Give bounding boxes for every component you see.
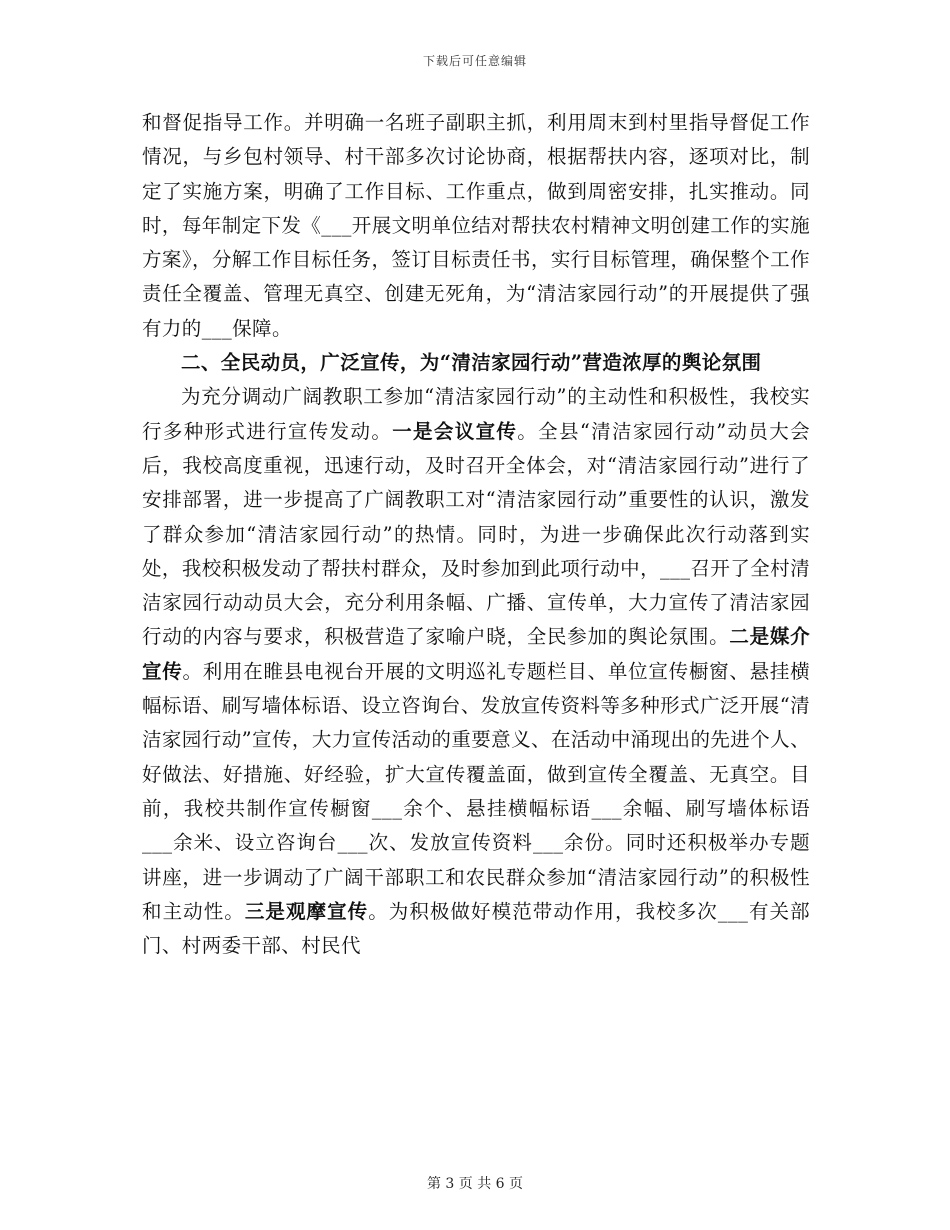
bold-phrase-media: 二是媒介宣传 [142,625,810,683]
section-heading: 二、全民动员，广泛宣传，为“清洁家园行动”营造浓厚的舆论氛围 [181,351,762,375]
bold-phrase-meeting: 一是会议宣传 [392,419,518,443]
paragraph-propaganda [142,380,810,963]
bold-phrase-observation: 三是观摩宣传 [244,899,369,923]
paragraph-text: 为充分调动广阔教职工参加“清洁家园行动”的主动性和积极性，我校实行多种形式进行宣传发动。 [142,385,810,443]
paragraph-text: 。利用在睢县电视台开展的文明巡礼专题栏目、单位宣传橱窗、悬挂横幅标语、刷写墙体标语、设立咨询台、发放宣传资料等多种形式广泛开展“清洁家园行动”宣传，大力宣传活动的重要意义、在活动中涌现出的先进个人、好做法、好措施、好经验，扩大宣传覆盖面，做到宣传全覆盖、无真空。目前，我校共制作宣传橱窗___余个、悬挂横幅标语___余幅、刷写墙体标语___余米、设立咨询台___次、发放宣传资料___余份。同时还积极举办专题讲座，进一步调动了广阔干部职工和农民群众参加“清洁家园行动”的积极性和主动性。 [142,659,810,923]
paragraph-continuation: 和督促指导工作。并明确一名班子副职主抓，利用周末到村里指导督促工作情况，与乡包村领导、村干部多次讨论协商，根据帮扶内容，逐项对比，制定了实施方案，明确了工作目标、工作重点，做到周密安排，扎实推动。同时，每年制定下发《___开展文明单位结对帮扶农村精神文明创建工作的实施方案》，分解工作目标任务，签订目标责任书，实行目标管理，确保整个工作责任全覆盖、管理无真空、创建无死角，为“清洁家园行动”的开展提供了强有力的___保障。 [142,111,810,340]
page-header: 下载后可任意编辑 [422,54,527,68]
paragraph-text: 。为积极做好模范带动作用，我校多次___有关部门、村两委干部、村民代 [142,899,810,958]
document-body [142,106,810,963]
page-number: 第 3 页 共 6 页 [426,1176,524,1192]
paragraph-text: 。全县“清洁家园行动”动员大会后，我校高度重视，迅速行动，及时召开全体会，对“清洁家园行动”进行了安排部署，进一步提高了广阔教职工对“清洁家园行动”重要性的认识，激发了群众参加“清洁家园行动”的热情。同时，为进一步确保此次行动落到实处，我校积极发动了帮扶村群众，及时参加到此项行动中，___召开了全村清洁家园行动动员大会，充分利用条幅、广播、宣传单，大力宣传了清洁家园行动的内容与要求，积极营造了家喻户晓，全民参加的舆论氛围。 [142,419,810,649]
